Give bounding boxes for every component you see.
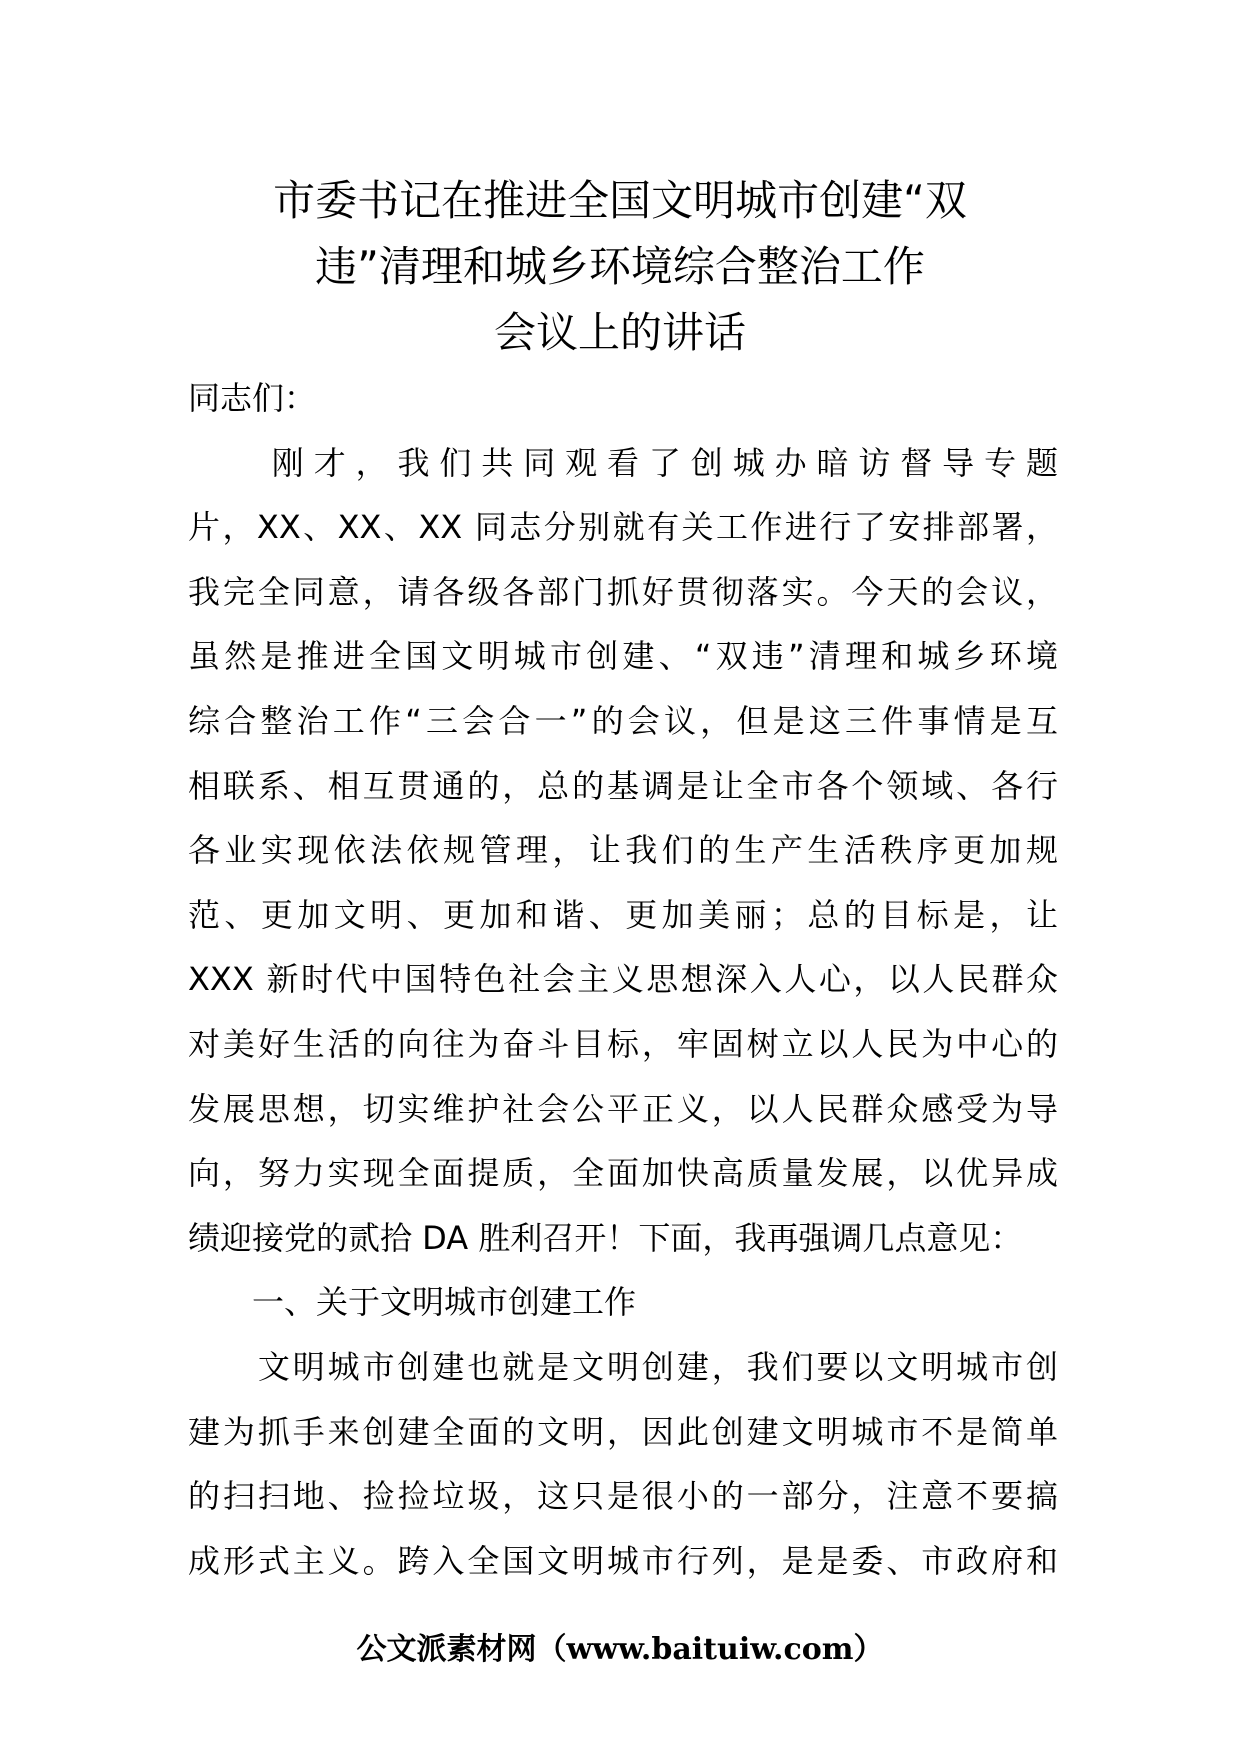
body-line: 对美好生活的向往为奋斗目标，牢固树立以人民为中心的 [188,1024,1058,1063]
title-line-3: 会议上的讲话 [493,308,746,357]
body-line: 范、更加文明、更加和谐、更加美丽；总的目标是，让 [188,895,1058,934]
title-line-1: 市委书记在推进全国文明城市创建“双 [273,176,967,225]
body-line: 文明城市创建也就是文明创建，我们要以文明城市创 [188,1347,1058,1386]
body-line: 我完全同意，请各级各部门抓好贯彻落实。今天的会议， [188,572,1058,611]
document-title [150,168,1090,366]
body-line: 发展思想，切实维护社会公平正义，以人民群众感受为导 [188,1089,1058,1128]
body-line: 综合整治工作“三会合一”的会议，但是这三件事情是互 [188,701,1058,740]
body-line: 虽然是推进全国文明城市创建、“双违”清理和城乡环境 [188,637,1058,676]
footer-watermark: 公文派素材网（www.baituiw.com） [356,1632,884,1667]
body-line: XXX 新时代中国特色社会主义思想深入人心，以人民群众 [188,960,1058,999]
document-body [188,366,1058,1593]
section-heading: 一、关于文明城市创建工作 [188,1283,637,1322]
body-line: 刚才，我们共同观看了创城办暗访督导专题 [188,443,1058,482]
body-line: 相联系、相互贯通的，总的基调是让全市各个领域、各行 [188,766,1058,805]
body-line: 片，XX、XX、XX 同志分别就有关工作进行了安排部署， [188,508,1058,547]
salutation: 同志们： [188,379,317,417]
body-line: 的扫扫地、捡捡垃圾，这只是很小的一部分，注意不要搞 [188,1477,1058,1516]
body-line: 成形式主义。跨入全国文明城市行列，是是委、市政府和 [188,1541,1058,1580]
body-line: 向，努力实现全面提质，全面加快高质量发展，以优异成 [188,1154,1058,1193]
body-line: 绩迎接党的贰拾 DA 胜利召开！下面，我再强调几点意见： [188,1218,1023,1257]
body-line: 各业实现依法依规管理，让我们的生产生活秩序更加规 [188,831,1058,870]
title-line-2: 违”清理和城乡环境综合整治工作 [315,242,925,291]
body-line: 建为抓手来创建全面的文明，因此创建文明城市不是简单 [188,1412,1058,1451]
